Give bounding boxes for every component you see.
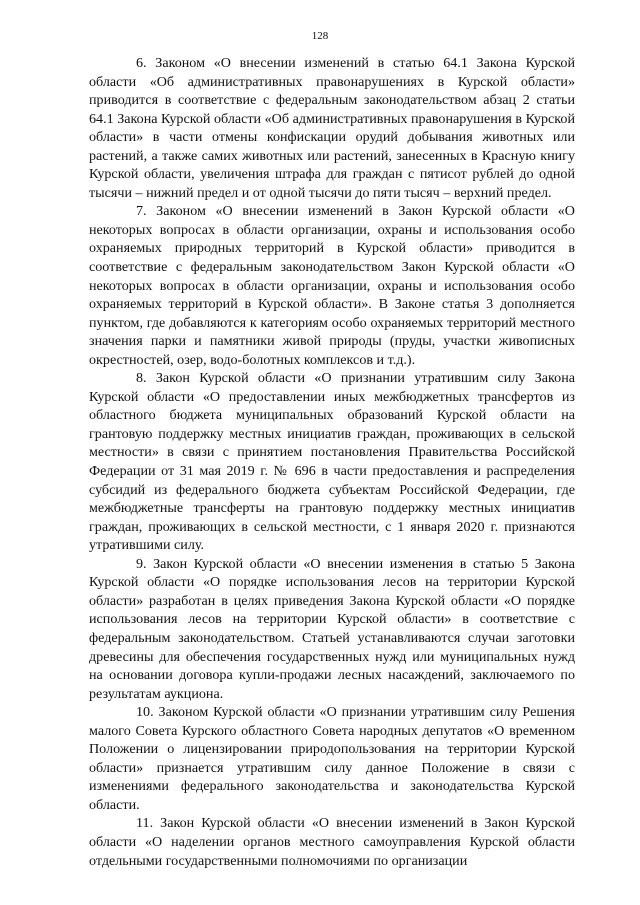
page-number: 128 [311, 30, 329, 42]
paragraph-item-9: 9. Закон Курской области «О внесении изменения в статью 5 Закона Курской области «О порядке использования лесов на территории Курской области» разработан в целях приведения Закона Курской области «О порядке использования лесов на территории Курской области» в соответствие с федеральным законодательством. Статьей устанавливаются случаи заготовки древесины для обеспечения государственных нужд или муниципальных нужд на основании договора купли-продажи лесных насаждений, заключаемого по результатам аукциона. [89, 555, 575, 702]
paragraph-item-8: 8. Закон Курской области «О признании утратившим силу Закона Курской области «О предоставлении иных межбюджетных трансфертов из областного бюджета муниципальных образований Курской области на грантовую поддержку местных инициатив граждан, проживающих в сельской местности» в связи с принятием постановления Правительства Российской Федерации от 31 мая 2019 г. № 696 в части предоставления и распределения субсидий из федерального бюджета субъектам Российской Федерации, где межбюджетные трансферты на грантовую поддержку местных инициатив граждан, проживающих в сельской местности, с 1 января 2020 г. признаются утратившими силу. [89, 370, 575, 554]
paragraph-item-10: 10. Законом Курской области «О признании утратившим силу Решения малого Совета Курского областного Совета народных депутатов «О временном Положении о лицензировании природопользования на территории Курской области» признается утратившим силу данное Положение в связи с изменениями федерального законодательства и законодательства Курской области. [89, 704, 575, 813]
paragraph-item-7: 7. Законом «О внесении изменений в Закон Курской области «О некоторых вопросах в области организации, охраны и использования особо охраняемых природных территорий в Курской области» приводится в соответствие с федеральным законодательством Закон Курской области «О некоторых вопросах в области организации, охраны и использования особо охраняемых территорий в Курской области». В Законе статья 3 дополняется пунктом, где добавляются к категориям особо охраняемых территорий местного значения парки и памятники живой природы (пруды, участки живописных окрестностей, озер, водо-болотных комплексов и т.д.). [89, 203, 575, 368]
document-body [89, 54, 575, 870]
paragraph-item-6: 6. Законом «О внесении изменений в статью 64.1 Закона Курской области «Об административных правонарушениях в Курской области» приводится в соответствие с федеральным законодательством абзац 2 статьи 64.1 Закона Курской области «Об административных правонарушения в Курской области» в части отмены конфискации орудий добывания животных или растений, а также самих животных или растений, занесенных в Красную книгу Курской области, увеличения штрафа для граждан с пятисот рублей до одной тысячи – нижний предел и от одной тысячи до пяти тысяч – верхний предел. [89, 55, 575, 201]
paragraph-item-11: 11. Закон Курской области «О внесении изменений в Закон Курской области «О наделении органов местного самоуправления Курской области отдельными государственными полномочиями по организации [89, 815, 575, 869]
